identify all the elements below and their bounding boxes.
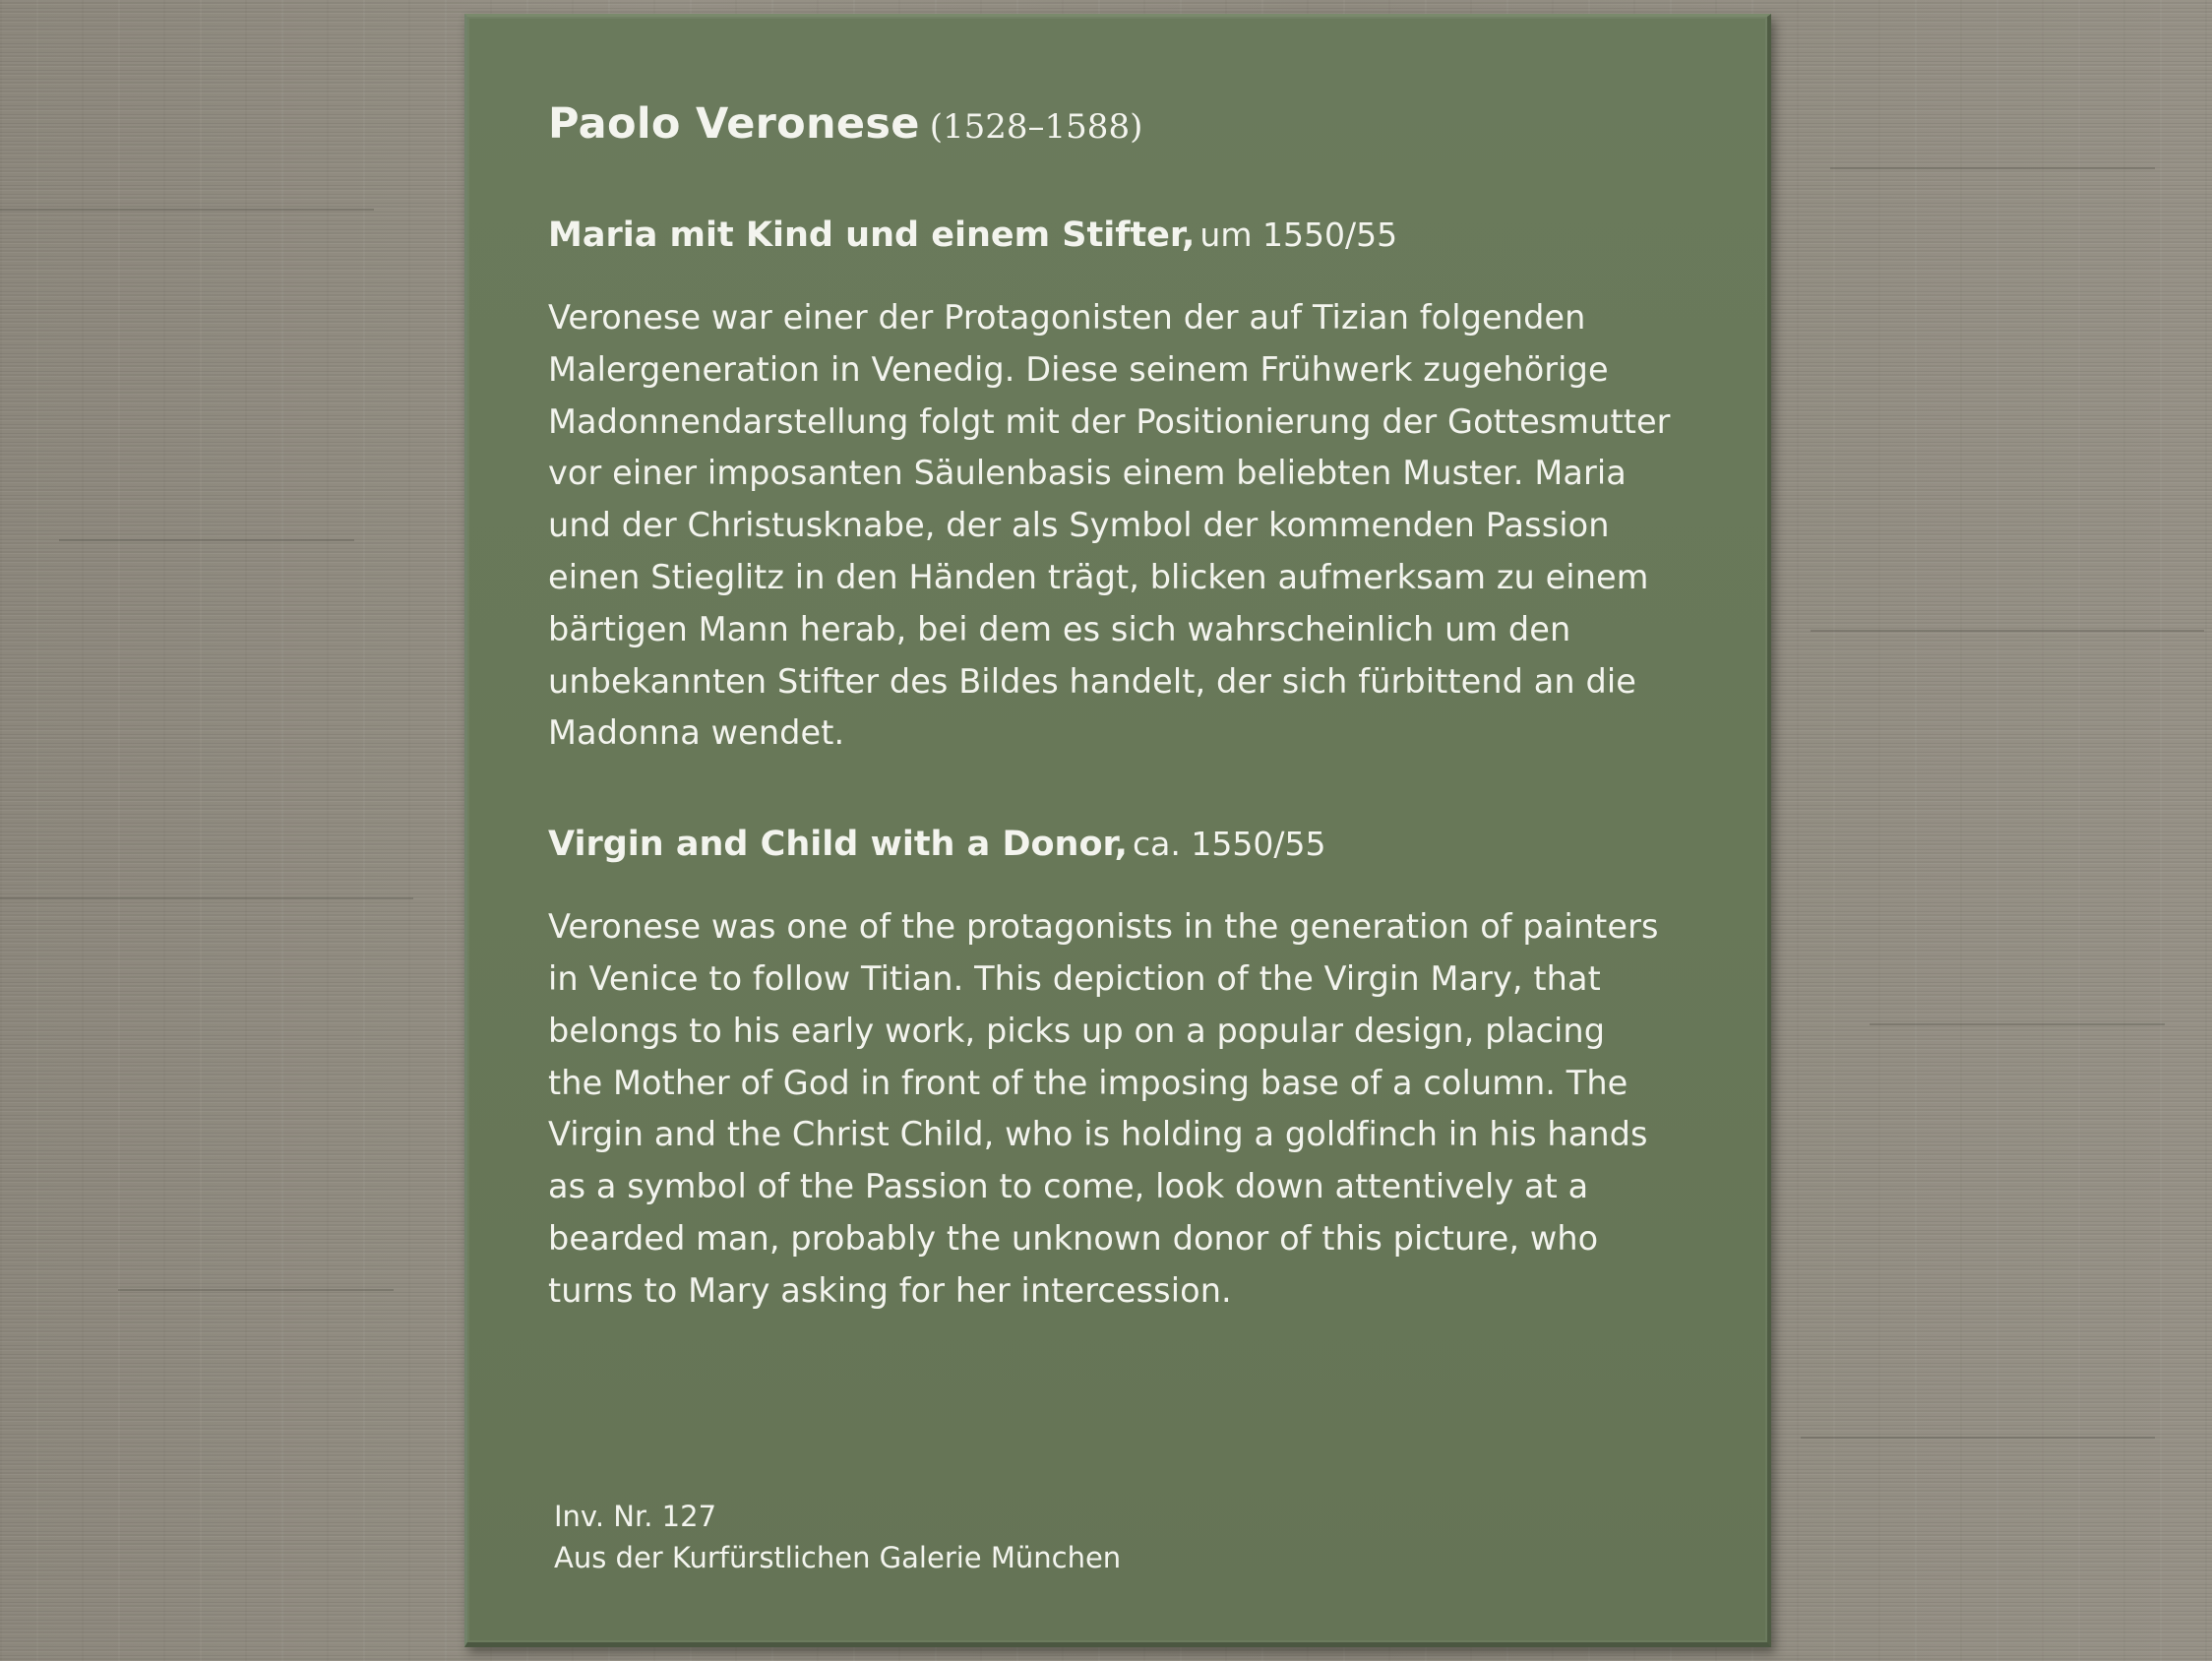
plaque-content: [548, 99, 1690, 1318]
german-description-line: bärtigen Mann herab, bei dem es sich wahrscheinlich um den: [548, 609, 1571, 648]
german-description-line: Veronese war einer der Protagonisten der auf Tizian folgenden: [548, 298, 1586, 337]
wall-fiber: [1870, 1023, 2165, 1025]
english-title-line: [548, 825, 1690, 880]
inventory-number: Inv. Nr. 127: [554, 1500, 717, 1533]
german-title-line: [548, 215, 1690, 271]
english-description-line: as a symbol of the Passion to come, look down attentively at a: [548, 1167, 1589, 1206]
german-description-line: Madonna wendet.: [548, 713, 845, 753]
wall-fiber: [59, 539, 354, 541]
german-description-line: und der Christusknabe, der als Symbol der kommenden Passion: [548, 506, 1610, 545]
english-date: ca. 1550/55: [1133, 825, 1326, 864]
artist-dates: (1528–1588): [929, 107, 1143, 147]
english-description-line: the Mother of God in front of the imposing base of a column. The: [548, 1063, 1628, 1102]
english-description-line: Veronese was one of the protagonists in the generation of painters: [548, 907, 1659, 947]
wall-fiber: [0, 209, 374, 211]
plaque-footer: [554, 1496, 1121, 1578]
german-description-line: einen Stieglitz in den Händen trägt, blicken aufmerksam zu einem: [548, 557, 1649, 596]
german-date: um 1550/55: [1199, 215, 1398, 254]
german-title: Maria mit Kind und einem Stifter,: [548, 215, 1196, 255]
english-description-line: belongs to his early work, picks up on a popular design, placing: [548, 1011, 1606, 1050]
wall-fiber: [1811, 630, 2204, 632]
english-description-line: turns to Mary asking for her intercession.: [548, 1270, 1232, 1310]
german-description-line: Malergeneration in Venedig. Diese seinem Frühwerk zugehörige: [548, 349, 1609, 389]
wall-fiber: [1801, 1437, 2155, 1439]
english-description-line: in Venice to follow Titian. This depiction of the Virgin Mary, that: [548, 958, 1601, 998]
artist-name: Paolo Veronese: [548, 99, 920, 149]
german-description: [548, 292, 1690, 760]
english-title: Virgin and Child with a Donor,: [548, 825, 1128, 865]
english-description-line: bearded man, probably the unknown donor of this picture, who: [548, 1218, 1599, 1258]
english-description: [548, 901, 1690, 1317]
german-description-line: Madonnendarstellung folgt mit der Positionierung der Gottesmutter: [548, 401, 1671, 441]
artist-heading: [548, 99, 1690, 170]
provenance: Aus der Kurfürstlichen Galerie München: [554, 1541, 1122, 1574]
german-description-line: vor einer imposanten Säulenbasis einem beliebten Muster. Maria: [548, 454, 1627, 493]
wall-fiber: [1830, 167, 2155, 169]
wall-fiber: [118, 1289, 394, 1291]
museum-label-plaque: [464, 14, 1771, 1647]
german-description-line: unbekannten Stifter des Bildes handelt, der sich fürbittend an die: [548, 661, 1636, 701]
english-description-line: Virgin and the Christ Child, who is holding a goldfinch in his hands: [548, 1115, 1648, 1154]
wall-fiber: [0, 897, 413, 899]
